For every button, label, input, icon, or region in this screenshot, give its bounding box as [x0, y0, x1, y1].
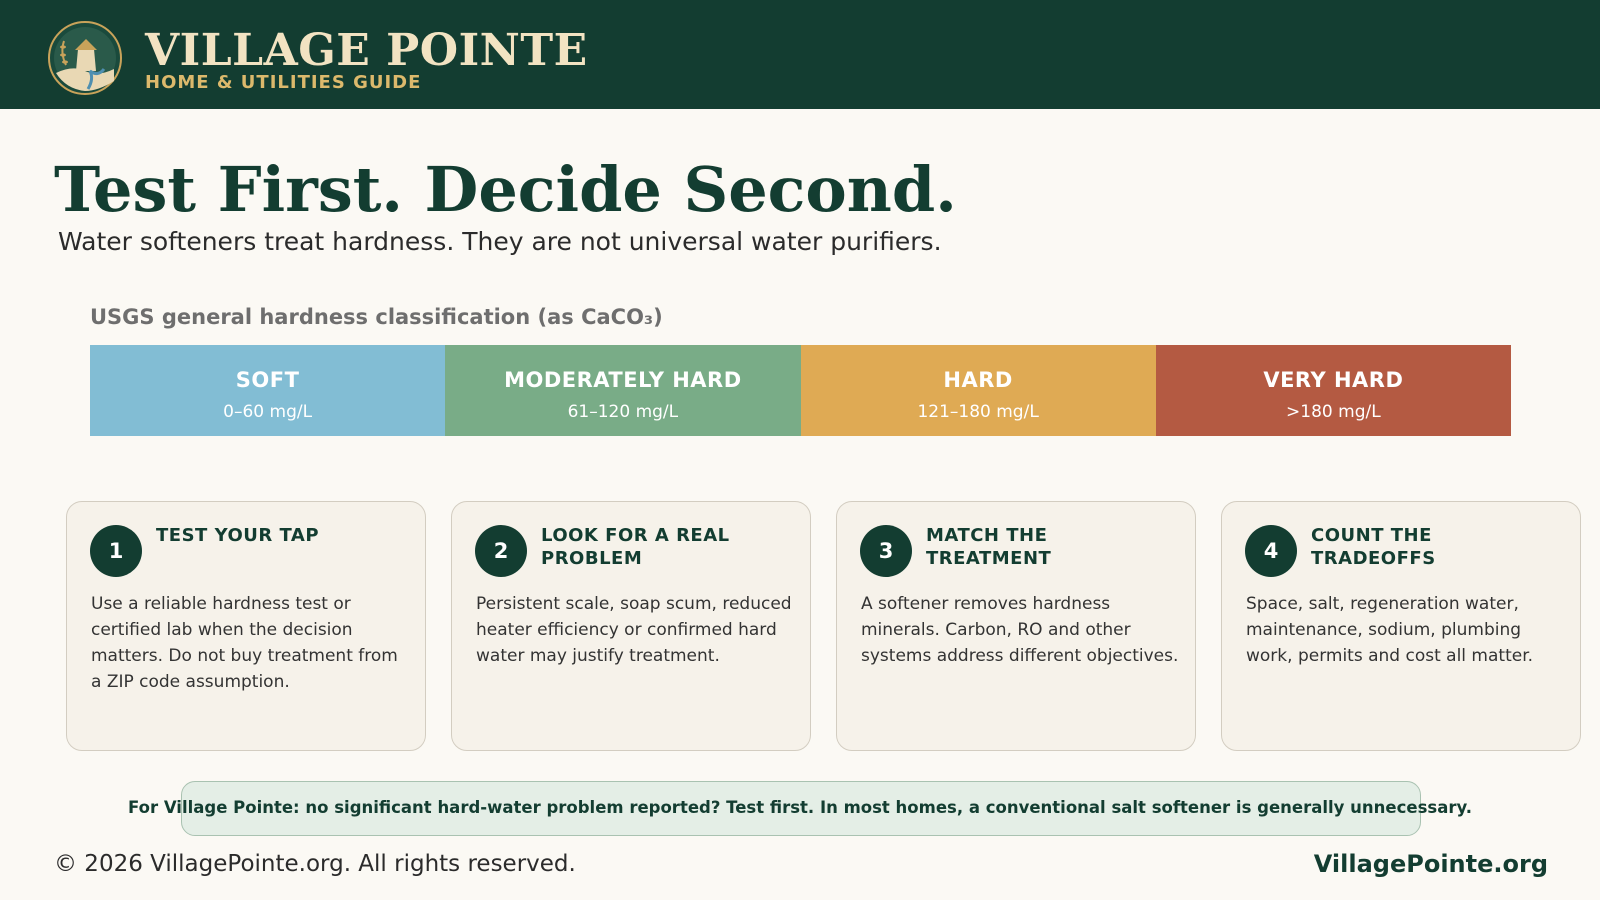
segment-range: 61–120 mg/L: [567, 402, 679, 422]
site-header: [0, 0, 1600, 109]
segment-name: MODERATELY HARD: [504, 368, 742, 392]
step-body: Use a reliable hardness test or certified lab when the decision matters. Do not buy treatment from a ZIP code assumption.: [91, 594, 398, 692]
segment-range: 121–180 mg/L: [917, 402, 1039, 422]
step-number-badge: 2: [475, 525, 527, 577]
segment-name: SOFT: [235, 368, 300, 392]
step-number-badge: 1: [90, 525, 142, 577]
scale-segment-very-hard: [1156, 345, 1511, 436]
step-number-badge: 3: [860, 525, 912, 577]
hardness-scale: [90, 345, 1511, 436]
segment-name: HARD: [943, 368, 1013, 392]
step-body: A softener removes hardness minerals. Carbon, RO and other systems address different objectives.: [861, 594, 1179, 666]
footer-copyright: © 2026 VillagePointe.org. All rights reserved.: [54, 851, 576, 877]
step-card-4: [1221, 501, 1581, 751]
segment-range: >180 mg/L: [1286, 402, 1381, 422]
segment-range: 0–60 mg/L: [223, 402, 313, 422]
village-pointe-logo-icon[interactable]: [48, 21, 122, 95]
step-body: Persistent scale, soap scum, reduced heater efficiency or confirmed hard water may justify treatment.: [476, 594, 792, 666]
step-card-3: [836, 501, 1196, 751]
step-title: TEST YOUR TAP: [156, 525, 320, 546]
village-pointe-callout-text: For Village Pointe: no significant hard-water problem reported? Test first. In most homes, a conventional salt softener is generally unnecessary.: [128, 798, 1472, 817]
segment-name: VERY HARD: [1263, 368, 1404, 392]
page-title: Test First. Decide Second.: [54, 153, 957, 226]
step-title: MATCH THE TREATMENT: [926, 525, 1052, 569]
step-card-2: [451, 501, 811, 751]
site-subtitle: HOME & UTILITIES GUIDE: [145, 72, 422, 93]
hardness-scale-label: USGS general hardness classification (as CaCO₃): [90, 305, 663, 329]
step-title: COUNT THE TRADEOFFS: [1311, 525, 1436, 569]
step-number-badge: 4: [1245, 525, 1297, 577]
site-title: VILLAGE POINTE: [145, 25, 588, 76]
page-subtitle: Water softeners treat hardness. They are not universal water purifiers.: [58, 227, 942, 256]
scale-segment-moderately-hard: [445, 345, 800, 436]
step-card-1: [66, 501, 426, 751]
step-body: Space, salt, regeneration water, maintenance, sodium, plumbing work, permits and cost all matter.: [1246, 594, 1534, 666]
step-title: LOOK FOR A REAL PROBLEM: [541, 525, 730, 569]
scale-segment-soft: [90, 345, 445, 436]
scale-segment-hard: [801, 345, 1156, 436]
footer-site-link[interactable]: VillagePointe.org: [1313, 850, 1548, 878]
